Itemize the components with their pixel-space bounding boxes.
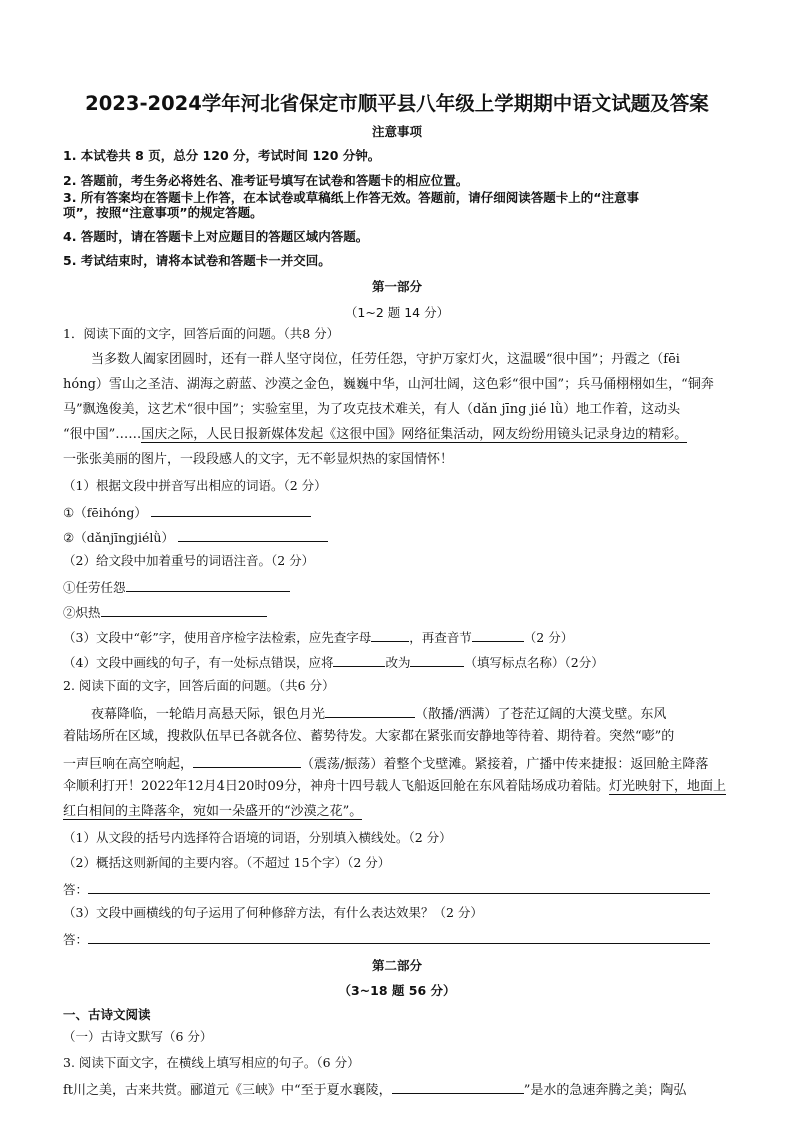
notice-item-2: 2. 答题前，考生务必将姓名、准考证号填写在试卷和答题卡的相应位置。 <box>63 173 469 188</box>
q1-sub2a-label: ①任劳任怨 <box>63 580 126 595</box>
q1-sub1a-blank[interactable] <box>151 503 311 517</box>
q1-sub2b-label: ②炽热 <box>63 605 101 620</box>
part2-range: （3~18 题 56 分） <box>338 983 456 998</box>
part1-range: （1~2 题 14 分） <box>344 305 450 320</box>
q2-passage-text: 夜幕降临，一轮皓月高悬天际，银色月光 <box>91 707 326 722</box>
q1-sub2b-row <box>63 603 267 621</box>
q3-stem: 3. 阅读下面文字，在横线上填写相应的句子。（6 分） <box>63 1055 360 1070</box>
q1-sub4-text-b: 改为 <box>385 655 411 670</box>
q2-passage-text: （散播/洒满）了苍茫辽阔的大漠戈壁。东风 <box>415 707 667 722</box>
notice-item-1: 1. 本试卷共 8 页，总分 120 分，考试时间 120 分钟。 <box>63 148 381 163</box>
q1-underlined-sentence: 国庆之际，人民日报新媒体发起《这很中国》网络征集活动，网友纷纷用镜头记录身边的精彩。 <box>141 427 688 442</box>
q2-passage-line <box>63 754 708 773</box>
q2-sub1: （1）从文段的括号内选择符合语境的词语，分别填入横线处。（2 分） <box>63 830 452 845</box>
q1-sub3-text-c: （2 分） <box>523 630 574 645</box>
q2-answer-row <box>63 930 710 948</box>
q2-sub3-answer-line[interactable] <box>88 930 710 944</box>
q1-sub1a-row <box>63 503 311 521</box>
document-title: 2023-2024学年河北省保定市顺平县八年级上学期期中语文试题及答案 <box>85 92 709 115</box>
section1-sub-heading: （一）古诗文默写（6 分） <box>63 1029 213 1044</box>
part2-heading: 第二部分 <box>371 958 422 973</box>
q2-stem: 2. 阅读下面的文字，回答后面的问题。（共6 分） <box>63 678 335 693</box>
q1-sub1a-label: ①（fēihóng） <box>63 505 147 520</box>
q2-blank-1[interactable] <box>325 704 415 718</box>
q3-blank-1[interactable] <box>392 1080 524 1094</box>
q1-sub3-row <box>63 628 573 646</box>
q1-sub4-blank-from[interactable] <box>333 653 385 667</box>
q1-sub2b-blank[interactable] <box>101 603 267 617</box>
q2-passage-line <box>63 804 362 820</box>
notice-heading: 注意事项 <box>371 124 422 139</box>
q3-line <box>63 1080 686 1099</box>
q1-passage-line <box>63 427 687 443</box>
q1-sub1: （1）根据文段中拼音写出相应的词语。（2 分） <box>63 478 327 493</box>
q2-sub2-answer-line[interactable] <box>88 880 710 894</box>
q2-blank-2[interactable] <box>193 754 301 768</box>
q1-sub1b-row <box>63 528 328 546</box>
q2-passage-text: 一声巨响在高空响起， <box>63 757 194 772</box>
q2-passage-text: 伞顺利打开！2022年12月4日20时09分，神舟十四号载人飞船返回舱在东风着陆场成功着陆。 <box>63 779 609 794</box>
q2-passage-line: 着陆场所在区域，搜救队伍早已各就各位、蓄势待发。大家都在紧张而安静地等待着、期待着。突然“嘭”的 <box>63 729 675 744</box>
q2-answer-row <box>63 880 710 898</box>
q2-underlined-sentence: 灯光映射下，地面上 <box>608 779 726 794</box>
answer-label: 答： <box>63 882 89 897</box>
q1-sub4-text-a: （4）文段中画线的句子，有一处标点错误，应将 <box>63 655 334 670</box>
q1-sub4-text-c: （填写标点名称）（2分） <box>464 655 604 670</box>
q1-sub4-row <box>63 653 604 671</box>
q2-sub3: （3）文段中画横线的句子运用了何种修辞方法，有什么表达效果？（2 分） <box>63 905 483 920</box>
q1-sub1b-blank[interactable] <box>178 528 328 542</box>
q1-passage-line: 一张张美丽的图片，一段段感人的文字，无不彰显炽热的家国情怀！ <box>63 452 454 467</box>
q1-passage-text: “很中国”…… <box>63 427 142 442</box>
q2-sub2: （2）概括这则新闻的主要内容。（不超过 15个字）（2 分） <box>63 855 391 870</box>
notice-item-3-cont: 项”，按照“注意事项”的规定答题。 <box>63 205 263 220</box>
q1-passage-line: 当多数人阖家团圆时，还有一群人坚守岗位，任劳任怨，守护万家灯火，这温暖“很中国”；丹霞之（fēi <box>91 352 680 367</box>
notice-item-3: 3. 所有答案均在答题卡上作答，在本试卷或草稿纸上作答无效。答题前，请仔细阅读答题卡上的“注意事 <box>63 190 640 205</box>
notice-item-4: 4. 答题时，请在答题卡上对应题目的答题区域内答题。 <box>63 229 369 244</box>
answer-label: 答： <box>63 932 89 947</box>
q1-sub3-blank-syllable[interactable] <box>472 628 524 642</box>
q3-text-a: ft川之美，古来共赏。郦道元《三峡》中“至于夏水襄陵， <box>63 1083 392 1098</box>
part1-heading: 第一部分 <box>371 279 422 294</box>
q2-underlined-sentence-cont: 红白相间的主降落伞，宛如一朵盛开的“沙漠之花”。 <box>63 804 363 819</box>
q2-passage-line <box>91 704 666 723</box>
q2-passage-text: （震荡/振荡）着整个戈壁滩。紧接着，广播中传来捷报：返回舱主降落 <box>301 757 709 772</box>
q1-passage-line: 马”飘逸俊美，这艺术“很中国”；实验室里，为了攻克技术难关，有人（dǎn jīng jié lǜ）地工作着，这动头 <box>63 402 681 417</box>
q1-passage-line: hóng）雪山之圣洁、湖海之蔚蓝、沙漠之金色，巍巍中华，山河壮阔，这色彩“很中国”；兵马俑栩栩如生，“铜奔 <box>63 377 714 392</box>
q1-sub2: （2）给文段中加着重号的词语注音。（2 分） <box>63 553 315 568</box>
q1-sub2a-blank[interactable] <box>126 578 290 592</box>
q1-stem: 1．阅读下面的文字，回答后面的问题。（共8 分） <box>63 326 340 341</box>
q1-sub2a-row <box>63 578 290 596</box>
q1-sub3-blank-letter[interactable] <box>371 628 409 642</box>
section1-heading: 一、古诗文阅读 <box>63 1007 151 1022</box>
q1-sub3-text-a: （3）文段中“彰”字，使用音序检字法检索，应先查字母 <box>63 630 372 645</box>
notice-item-5: 5. 考试结束时，请将本试卷和答题卡一并交回。 <box>63 253 331 268</box>
q2-passage-line <box>63 779 726 795</box>
q1-sub1b-label: ②（dǎnjīngjiélǜ） <box>63 530 174 545</box>
q1-sub4-blank-to[interactable] <box>410 653 464 667</box>
q3-text-b: ”是水的急速奔腾之美；陶弘 <box>523 1083 687 1098</box>
q1-sub3-text-b: ，再查音节 <box>409 630 472 645</box>
